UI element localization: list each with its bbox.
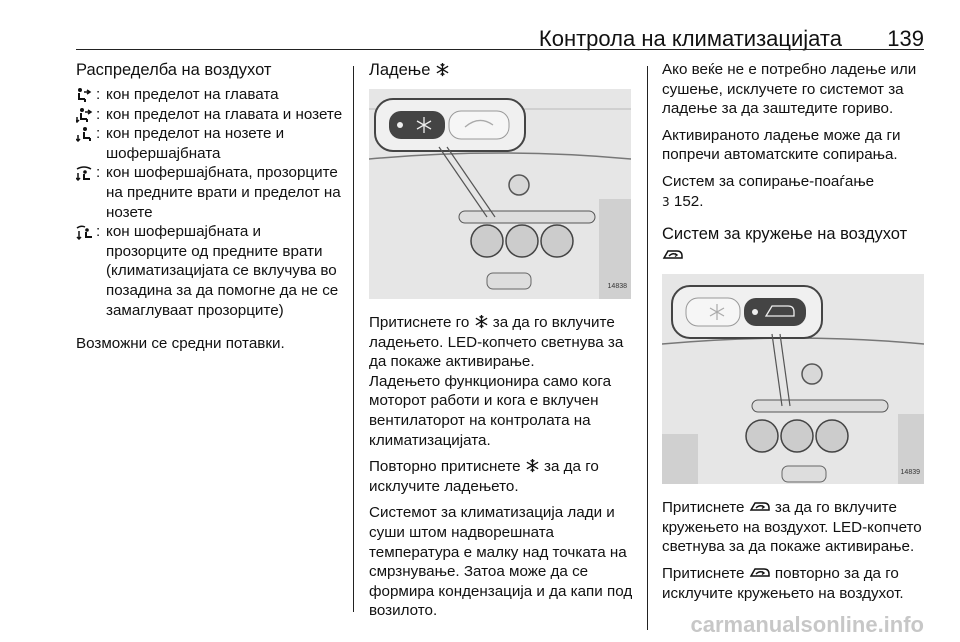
distribution-item: : кон шофершајбната и прозорците од предните врати (климатизацијата се вклучува во позадина за да помогне да не се замаглуваат прозорците) (76, 222, 346, 320)
climate-panel-illustration (662, 274, 924, 484)
cooling-paragraph-5: Активираното ладење може да ги попречи автоматските сопирања. (662, 126, 901, 164)
section-heading-recirculation: Систем за кружење на воздухот (662, 224, 928, 266)
cooling-paragraph-1: Притиснете го за да го вклучите ладењето. LED-копчето светнува за да покаже активирање. Ладењето функционира само кога моторот работи и кога е вклучен вентилаторот на контролата на климатизацијата. (369, 314, 624, 449)
column-recirculation (662, 60, 928, 610)
section-heading-air-distribution: Распределба на воздухот (76, 61, 272, 79)
figure-id: 14839 (900, 468, 920, 476)
cross-reference-link[interactable]: 3 152. (662, 192, 704, 210)
airflow-head-icon (76, 87, 93, 103)
climate-panel-illustration (369, 89, 631, 299)
distribution-text: кон пределот на главата (106, 86, 279, 103)
recirculation-paragraph-2: Притиснете повторно за да го исклучите кружењето на воздухот. (662, 564, 904, 602)
recirculation-icon (749, 565, 771, 580)
cooling-paragraph-6: Систем за сопирање-поаѓање 3 152. (662, 172, 875, 210)
distribution-text: кон шофершајбната, прозорците на предните врати и пределот на нозете (106, 164, 341, 221)
cooling-paragraph-3: Системот за климатизација лади и суши штом надворешната температура е малку над точката на смрзнување. Затоа може да се формира кондензација и да капи под возилото. (369, 504, 633, 620)
snowflake-icon (525, 458, 540, 473)
distribution-text: кон пределот на главата и нозете (106, 105, 343, 123)
reference-arrow-icon: 3 (662, 194, 670, 209)
column-cooling (369, 60, 637, 628)
distribution-text: кон шофершајбната и прозорците од предните врати (климатизацијата се вклучува во позадина за да помогне да не се замаглуваат прозорците) (106, 223, 339, 319)
distribution-item: : кон пределот на нозете и шофершајбната (76, 124, 346, 163)
section-heading-cooling: Ладење (369, 60, 637, 81)
recirculation-figure (662, 274, 924, 484)
column-air-distribution (76, 60, 346, 361)
snowflake-icon (474, 314, 489, 329)
intermediate-settings-note: Возможни се средни потавки. (76, 335, 285, 353)
watermark: carmanualsonline.info (690, 612, 924, 637)
recirculation-icon (749, 499, 771, 514)
figure-id: 14838 (607, 283, 627, 291)
page-number: 139 (887, 26, 924, 51)
cooling-paragraph-4: Ако веќе не е потребно ладење или сушење, исклучете го системот за ладење за да заштедите гориво. (662, 61, 917, 118)
cooling-figure (369, 89, 631, 299)
recirculation-paragraph-1: Притиснете за да го вклучите кружењето на воздухот. LED-копчето светнува за да покаже активирање. (662, 499, 922, 556)
cooling-paragraph-2: Повторно притиснете за да го исклучите ладењето. (369, 458, 599, 495)
distribution-item: : кон пределот на главата и нозете (76, 105, 346, 125)
snowflake-icon (435, 62, 450, 77)
airflow-feet-icon (76, 126, 93, 142)
airflow-windscreen-feet-icon (76, 224, 93, 240)
header-rule (76, 49, 924, 50)
distribution-item: : кон пределот на главата (76, 85, 346, 105)
header-title: Контрола на климатизацијата (538, 26, 842, 51)
distribution-item: : кон шофершајбната, прозорците на предните врати и пределот на нозете (76, 163, 346, 222)
column-divider-2 (647, 66, 648, 630)
airflow-head-feet-icon (76, 107, 93, 123)
airflow-windscreen-icon (76, 165, 93, 181)
distribution-text: кон пределот на нозете и шофершајбната (106, 125, 285, 162)
column-divider-1 (353, 66, 354, 612)
recirculation-icon (662, 247, 684, 262)
page-header (76, 26, 924, 50)
